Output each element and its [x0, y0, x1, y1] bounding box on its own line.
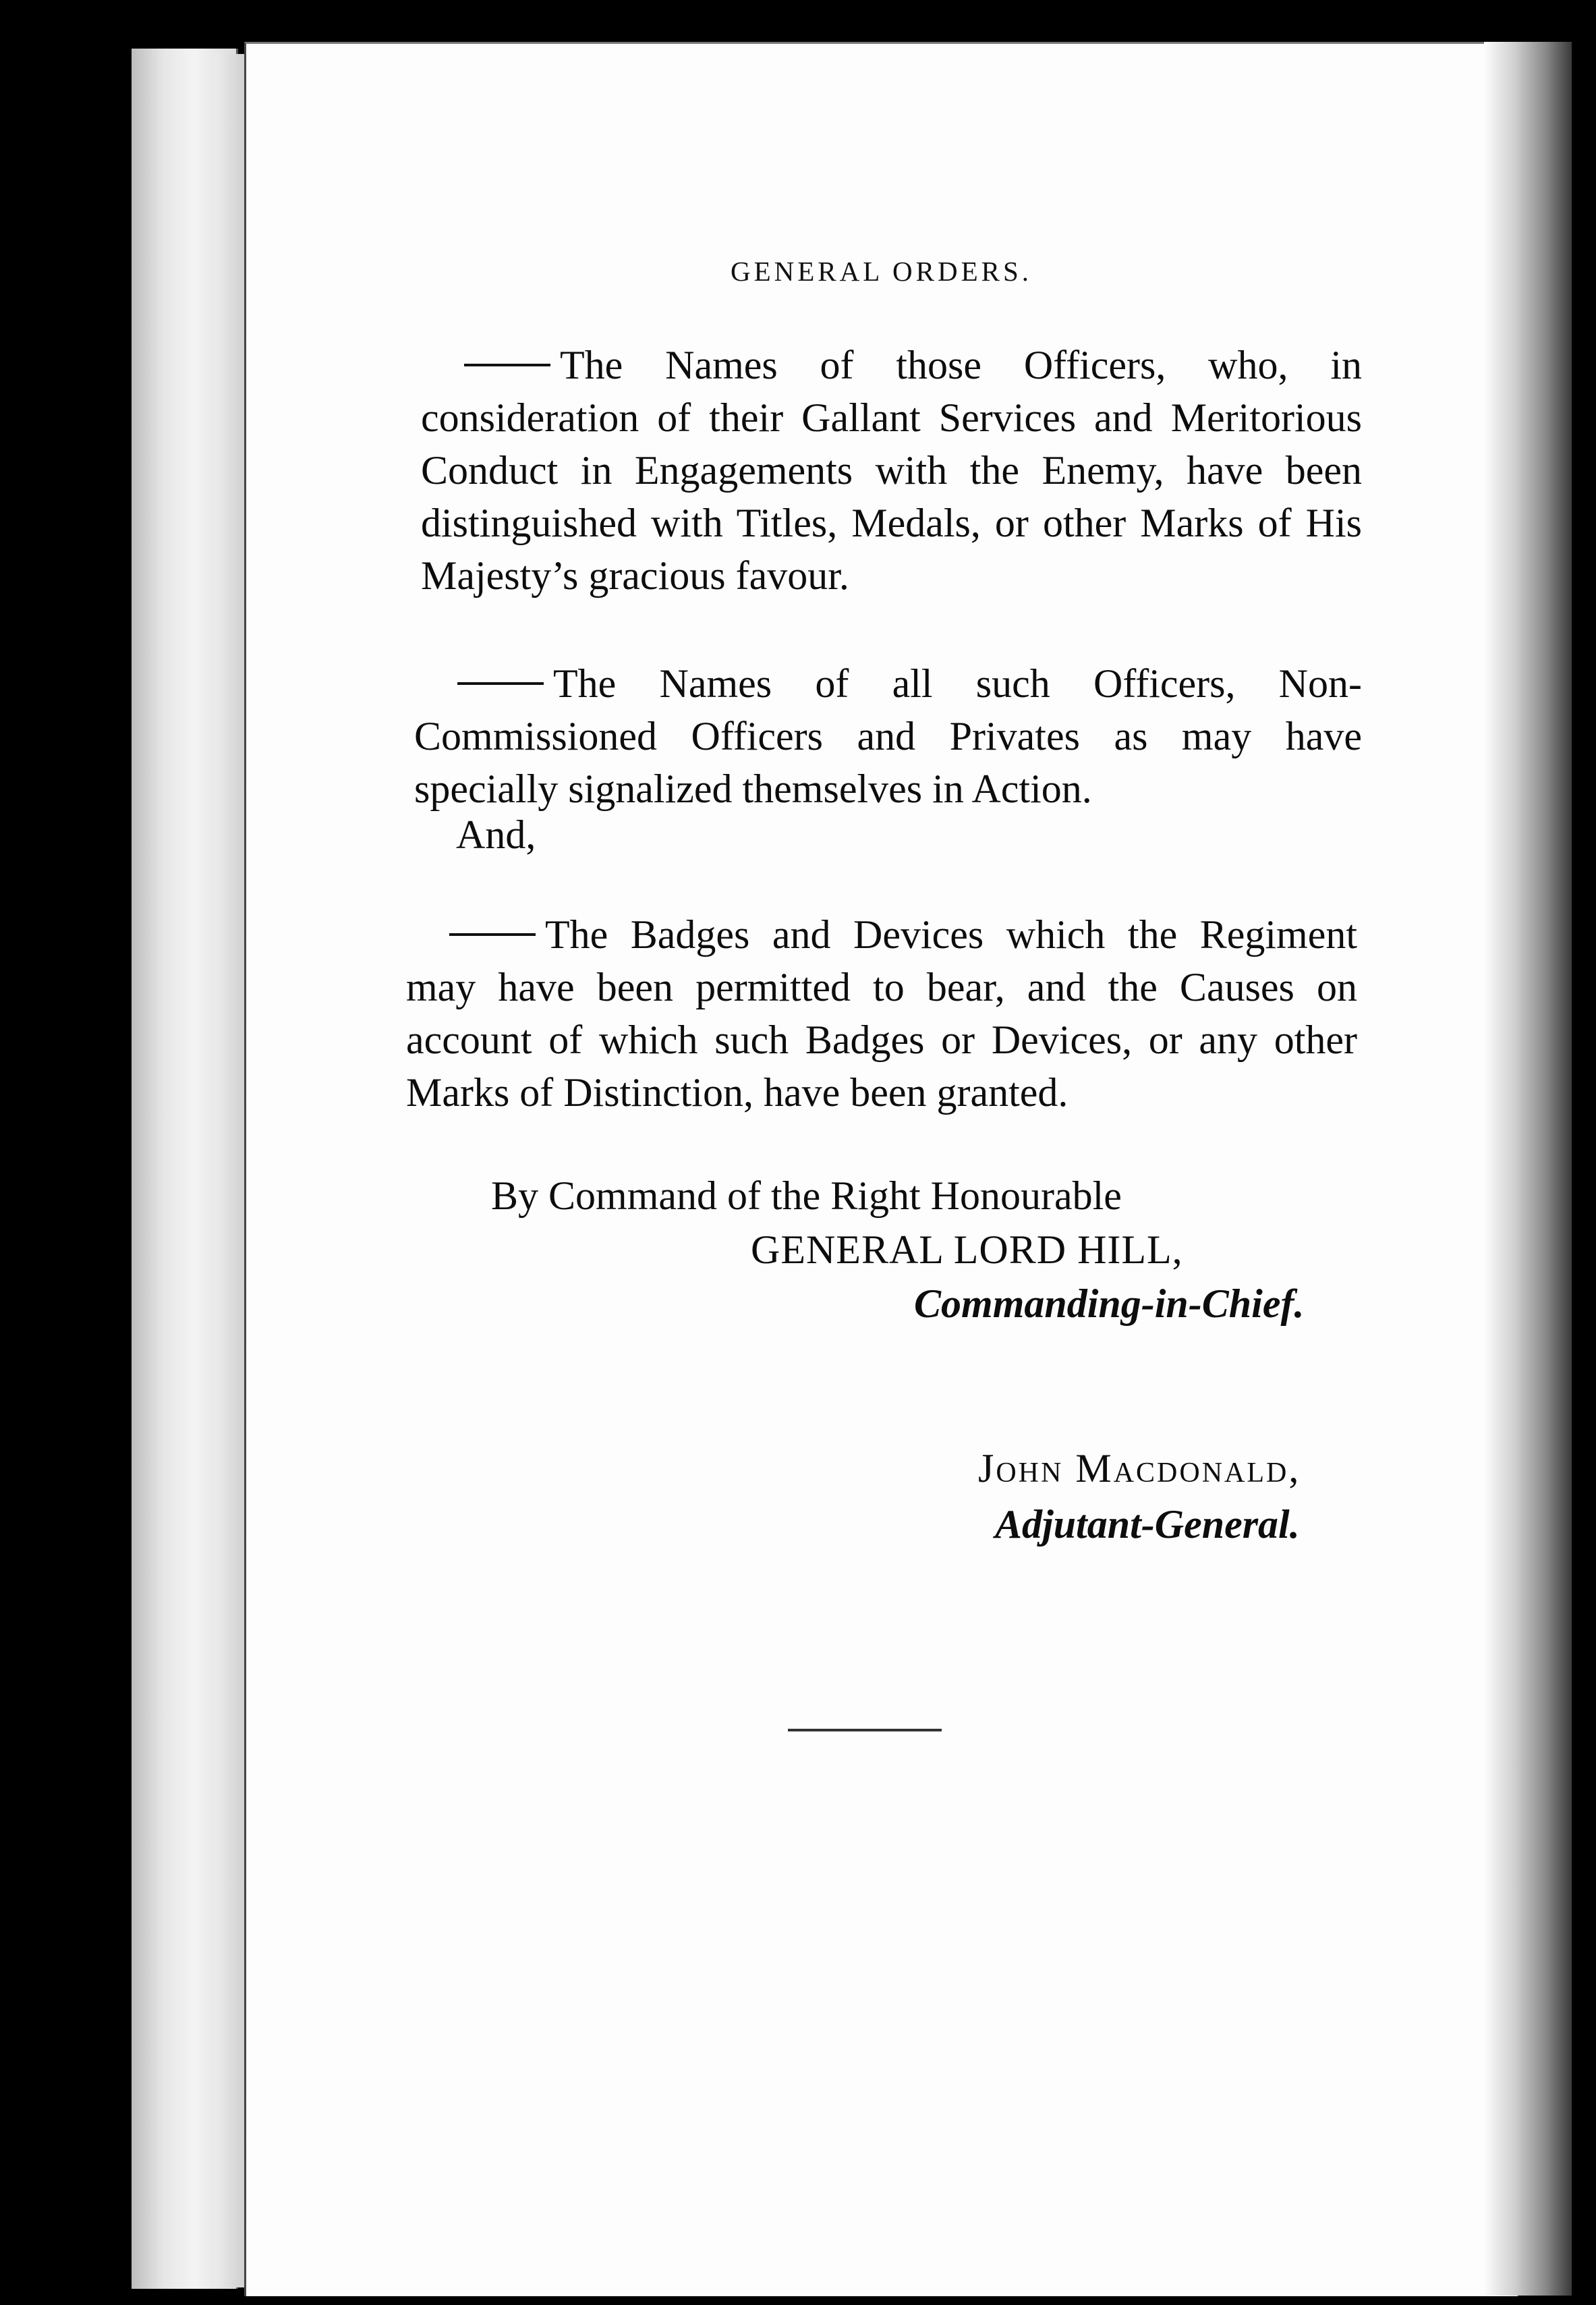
general-title: Commanding-in-Chief. [914, 1281, 1305, 1326]
and-connector: And, [456, 812, 536, 857]
underlying-page-edge-inner [215, 54, 247, 2287]
paragraph-officers-names [421, 339, 1362, 602]
paragraph-text: The Names of all such Officers, Non-Commissioned Officers and Privates as may have specially signalized themselves in Action. [414, 661, 1362, 811]
em-dash-rule [457, 682, 544, 685]
paragraph-badges-devices [406, 908, 1357, 1119]
paragraph-non-commissioned [414, 657, 1362, 815]
page-gutter-shadow [1484, 42, 1572, 2296]
adjutant-name: John Macdonald, [978, 1446, 1301, 1491]
adjutant-title: Adjutant-General. [995, 1502, 1300, 1547]
running-head: GENERAL ORDERS. [731, 256, 1033, 287]
general-name: GENERAL LORD HILL, [751, 1227, 1183, 1272]
em-dash-rule [449, 933, 536, 936]
command-line: By Command of the Right Honourable [491, 1173, 1122, 1218]
em-dash-rule [464, 364, 550, 366]
paragraph-text: The Badges and Devices which the Regiment may have been permitted to bear, and the Causes on account of which such Badges or Devices, or any other Marks of Distinction, have been granted. [406, 912, 1357, 1115]
paragraph-text: The Names of those Officers, who, in consideration of their Gallant Services and Meritorious Conduct in Engagements with the Enemy, have been distinguished with Titles, Medals, or other Marks of His Majesty’s gracious favour. [421, 343, 1362, 598]
closing-rule [788, 1729, 942, 1731]
